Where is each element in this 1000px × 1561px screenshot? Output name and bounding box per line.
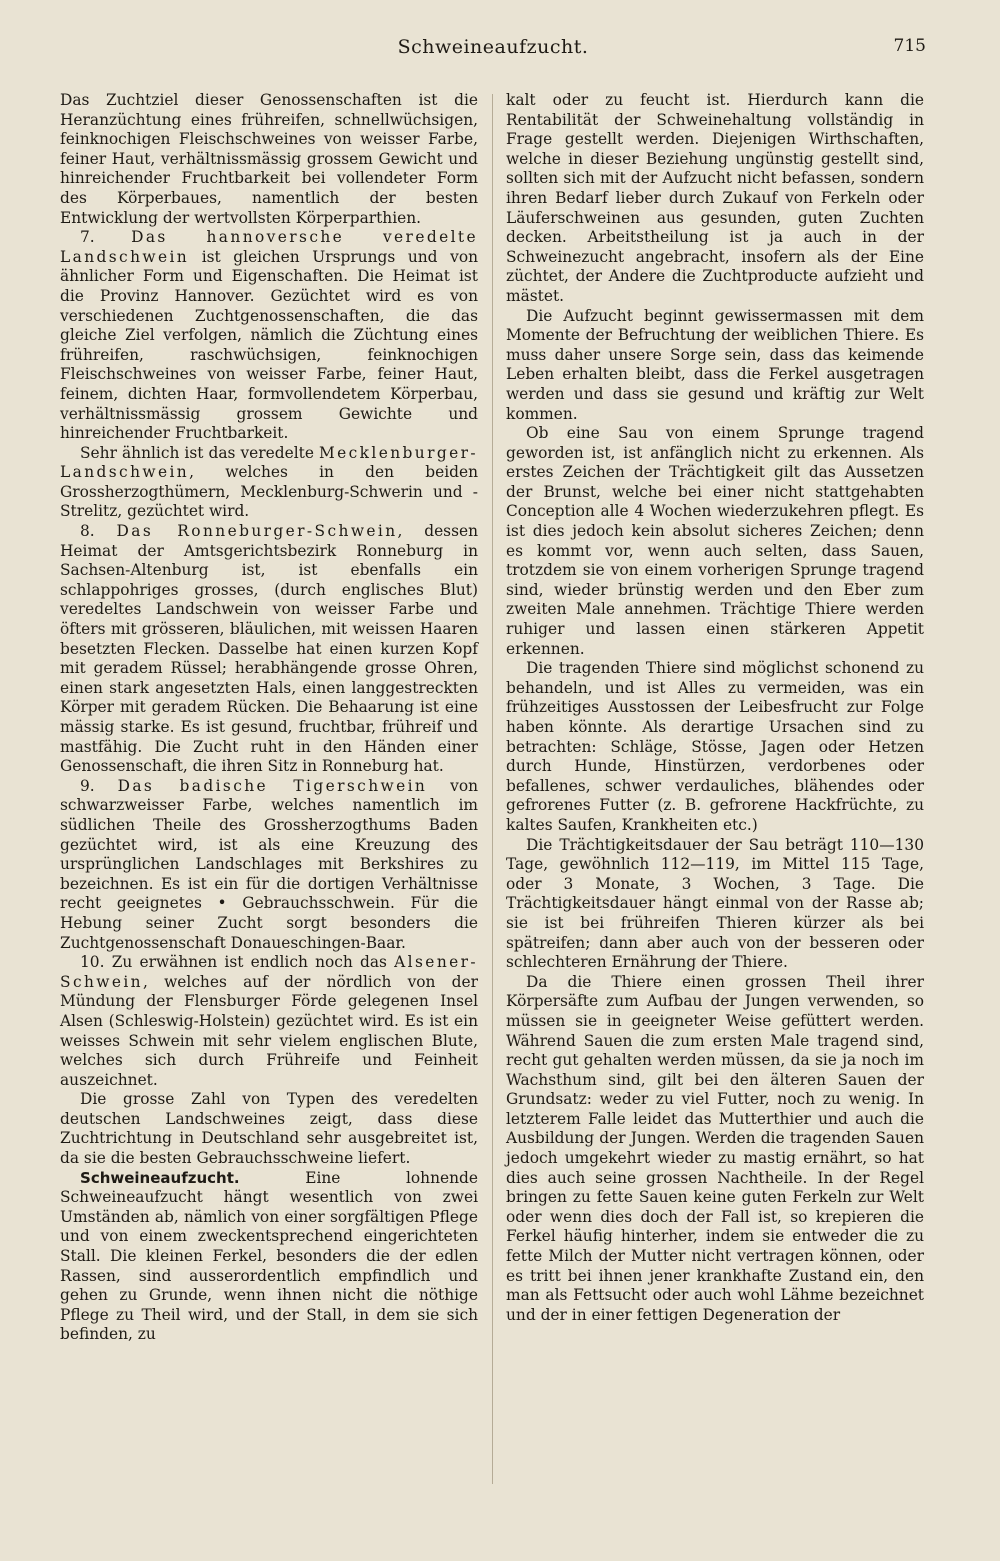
paragraph-text: Die Trächtigkeitsdauer der Sau beträgt 110—130 Tage, gewöhnlich 112—119, im Mittel 115 Tage, oder 3 Monate, 3 Wochen, 3 Tage. Die Trächtigkeitsdauer hängt einmal von der Rasse ab; sie ist bei frühreifen Thieren kürzer als bei spätreifen; dann aber auch von der besseren oder schlechteren Ernährung der Thiere. — [506, 835, 924, 972]
running-title: Schweineaufzucht. — [397, 36, 589, 58]
paragraph — [506, 91, 924, 307]
paragraph — [60, 444, 478, 522]
paragraph-lead: 9. — [80, 776, 118, 795]
column-divider — [492, 94, 493, 1484]
spaced-breed-name: Mecklenburger-Landschwein — [60, 443, 478, 482]
paragraph-text: Da die Thiere einen grossen Theil ihrer Körpersäfte zum Aufbau der Jungen verwenden, so müssen sie in geeigneter Weise gefüttert werden. Während Sauen die zum ersten Male tragend sind, recht gut gehalten werden müssen, da sie ja noch im Wachsthum sind, gilt bei den älteren Sauen der Grundsatz: weder zu viel Futter, noch zu wenig. In letzterem Falle leidet das Mutterthier und auch die Ausbildung der Jungen. Werden die tragenden Sauen jedoch umgekehrt wieder zu mastig ernährt, so hat dies auch seine grossen Nachtheile. In der Regel bringen zu fette Sauen keine guten Ferkeln zur Welt oder wenn dies doch der Fall ist, so krepieren die Ferkel häufig hinterher, indem sie entweder die zu fette Milch der Mutter nicht vertragen können, oder es tritt bei ihnen jener krankhafte Zustand ein, den man als Fettsucht oder auch wohl Lähme bezeichnet und der in einer fettigen Degeneration der — [506, 972, 924, 1324]
paragraph-text: Eine lohnende Schweineaufzucht hängt wesentlich von zwei Umständen ab, nämlich von einer sorgfältigen Pflege und von einem zweckentsprechend eingerichteten Stall. Die kleinen Ferkel, besonders die der edlen Rassen, sind ausserordentlich empfindlich und gehen zu Grunde, wenn ihnen nicht die nöthige Pflege zu Theil wird, und der Stall, in dem sie sich befinden, zu — [60, 1168, 478, 1344]
paragraph-text: , dessen Heimat der Amtsgerichtsbezirk Ronneburg in Sachsen-Altenburg ist, ist ebenfalls ein schlappohriges grosses, (durch englisches Blut) veredeltes Landschwein von weisser Farbe und öfters mit grösseren, bläulichen, mit weissen Haaren besetzten Flecken. Dasselbe hat einen kurzen Kopf mit geradem Rüssel; herabhängende grosse Ohren, einen stark angesetzten Hals, einen langgestreckten Körper mit geradem Rücken. Die Behaarung ist eine mässig starke. Es ist gesund, fruchtbar, frühreif und mastfähig. Die Zucht ruht in den Händen einer Genossenschaft, die ihren Sitz in Ronneburg hat. — [60, 522, 478, 776]
paragraph-text: von schwarzweisser Farbe, welches namentlich im südlichen Theile des Grossherzogthums Baden gezüchtet wird, ist als eine Kreuzung des ursprünglichen Landschlages mit Berkshires zu bezeichnen. Es ist ein für die dortigen Verhältnisse recht geeignetes • Gebrauchsschwein. Für die Hebung seiner Zucht sorgt besonders die Zuchtgenossenschaft Donaueschingen-Baar. — [60, 776, 479, 952]
right-column — [506, 91, 924, 1325]
paragraph-lead: Sehr ähnlich ist das veredelte — [80, 443, 319, 462]
spaced-breed-name: Das hannoversche veredelte Landschwein — [60, 228, 479, 266]
spaced-breed-name: Das badische Tigerschwein — [117, 776, 428, 795]
paragraph — [60, 1169, 478, 1345]
paragraph — [506, 973, 924, 1326]
paragraph — [506, 659, 924, 835]
paragraph — [60, 522, 478, 777]
spaced-breed-name: Das Ronneburger-Schwein — [116, 522, 398, 541]
left-column — [60, 91, 478, 1345]
paragraph-text: Das Zuchtziel dieser Genossenschaften ist die Heranzüchtung eines frühreifen, schnellwüchsigen, feinknochigen Fleischschweines von weisser Farbe, feiner Haut, verhältnissmässig grossem Gewicht und hinreichender Fruchtbarkeit bei vollendeter Form des Körperbaues, namentlich der besten Entwicklung der wertvollsten Körperparthien. — [60, 91, 478, 227]
paragraph — [506, 836, 924, 973]
paragraph-lead: 10. Zu erwähnen ist endlich noch das — [80, 953, 395, 972]
paragraph-text: Die grosse Zahl von Typen des veredelten deutschen Landschweines zeigt, dass diese Zuchtrichtung in Deutschland sehr ausgebreitet ist, da sie die besten Gebrauchsschweine liefert. — [60, 1090, 478, 1168]
paragraph-text: Ob eine Sau von einem Sprunge tragend geworden ist, ist anfänglich nicht zu erkennen. Als erstes Zeichen der Trächtigkeit gilt das Aussetzen der Brunst, welche bei einer nicht stattgehabten Conception alle 4 Wochen wiederzukehren pflegt. Es ist dies jedoch kein absolut sicheres Zeichen; denn es kommt vor, wenn auch selten, dass Sauen, trotzdem sie von einem vorherigen Sprunge tragend sind, wieder brünstig werden und den Eber zum zweiten Male annehmen. Trächtige Thiere werden ruhiger und lassen einen stärkeren Appetit erkennen. — [506, 424, 924, 658]
section-heading: Schweineaufzucht. — [80, 1168, 240, 1187]
paragraph-text: kalt oder zu feucht ist. Hierdurch kann die Rentabilität der Schweinehaltung vollständig in Frage gestellt werden. Diejenigen Wirthschaften, welche in dieser Beziehung ungünstig gestellt sind, sollten sich mit der Aufzucht nicht befassen, sondern ihren Bedarf lieber durch Zukauf von Ferkeln oder Läuferschweinen aus gesunden, guten Zuchten decken. Arbeitstheilung ist ja auch in der Schweinezucht angebracht, insofern als der Eine züchtet, der Andere die Zuchtproducte aufzieht und mästet. — [506, 91, 924, 305]
paragraph — [60, 91, 478, 228]
paragraph-lead: 7. — [80, 228, 132, 247]
paragraph-text: ist gleichen Ursprungs und von ähnlicher Form und Eigenschaften. Die Heimat ist die Provinz Hannover. Gezüchtet wird es von verschiedenen Zuchtgenossenschaften, die das gleiche Ziel verfolgen, nämlich die Züchtung eines frühreifen, raschwüchsigen, feinknochigen Fleischschweines von weisser Farbe, feiner Haut, feinem, dichten Haar, formvollendetem Körperbau, verhältnissmässig grossem Gewichte und hinreichender Fruchtbarkeit. — [60, 247, 478, 443]
spaced-breed-name: Alsener-Schwein — [60, 953, 478, 991]
paragraph-text: Die Aufzucht beginnt gewissermassen mit dem Momente der Befruchtung der weiblichen Thiere. Es muss daher unsere Sorge sein, dass das keimende Leben erhalten bleibt, dass die Ferkel ausgetragen werden und dass sie gesund und kräftig zur Welt kommen. — [506, 306, 924, 423]
paragraph — [506, 307, 924, 425]
page-header — [60, 36, 926, 66]
page-number: 715 — [893, 36, 926, 56]
paragraph — [60, 777, 478, 953]
paragraph-text: Die tragenden Thiere sind möglichst schonend zu behandeln, und ist Alles zu vermeiden, was ein frühzeitiges Ausstossen der Leibesfrucht zur Folge haben könnte. Als derartige Ursachen sind zu betrachten: Schläge, Stösse, Jagen oder Hetzen durch Hunde, Hinstürzen, verdorbenes oder befallenes, schwer verdauliches, blähendes oder gefrorenes Futter (z. B. gefrorene Hackfrüchte, zu kaltes Saufen, Krankheiten etc.) — [506, 659, 924, 834]
paragraph — [506, 424, 924, 659]
paragraph — [60, 953, 478, 1090]
paragraph — [60, 228, 478, 444]
paragraph-text: , welches in den beiden Grossherzogthümern, Mecklenburg-Schwerin und -Strelitz, gezüchtet wird. — [60, 463, 478, 521]
paragraph — [60, 1090, 478, 1168]
paragraph-lead: 8. — [80, 522, 117, 541]
paragraph-text: , welches auf der nördlich von der Mündung der Flensburger Förde gelegenen Insel Alsen (Schleswig-Holstein) gezüchtet wird. Es ist ein weisses Schwein mit sehr vielem englischen Blute, welches sich durch Frühreife und Feinheit auszeichnet. — [60, 972, 478, 1089]
